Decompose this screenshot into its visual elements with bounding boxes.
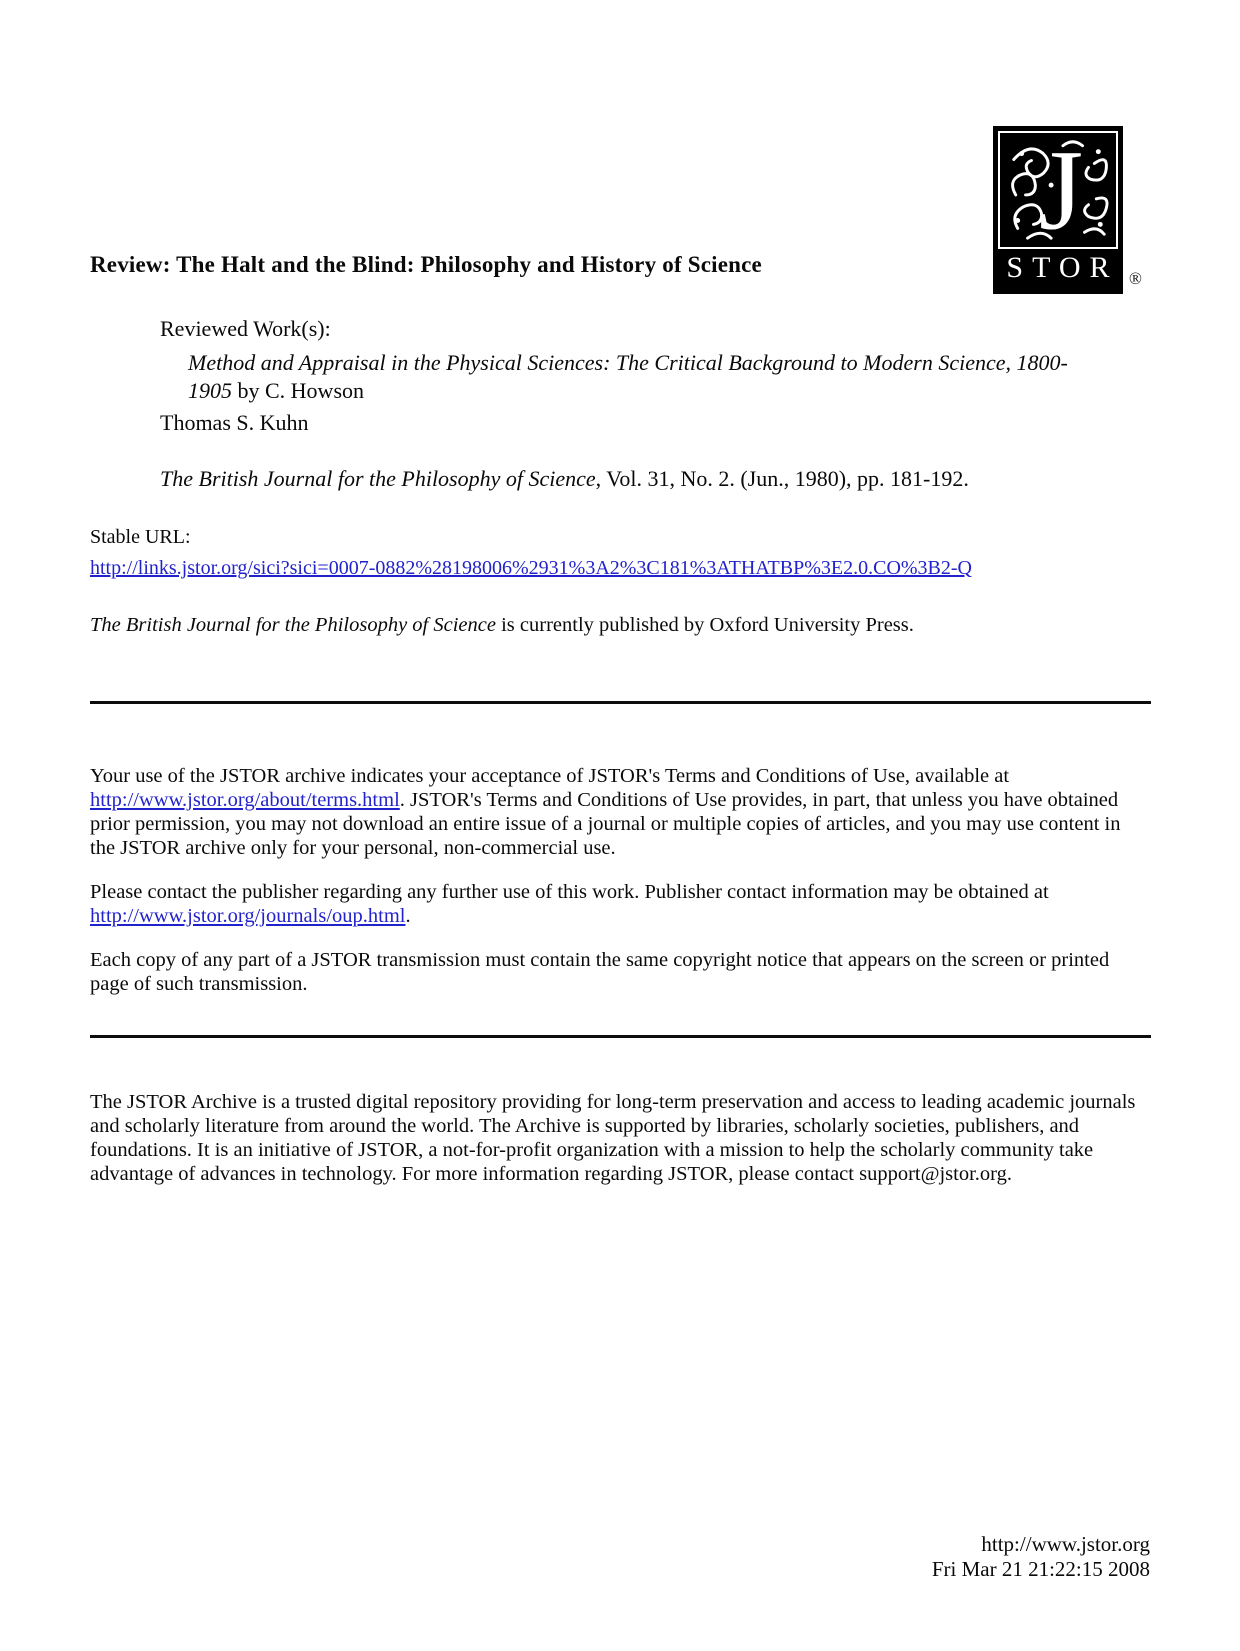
divider-rule-bottom: [90, 1035, 1151, 1038]
footer-timestamp: Fri Mar 21 21:22:15 2008: [931, 1557, 1150, 1581]
journal-name-italic: The British Journal for the Philosophy of Science: [160, 466, 596, 491]
reviewed-work-title-italic: Method and Appraisal in the Physical Sciences: The Critical Background to Modern Science, 1800-1905: [188, 350, 1068, 403]
logo-initial: J: [1038, 133, 1084, 247]
journal-citation-detail: , Vol. 31, No. 2. (Jun., 1980), pp. 181-192.: [595, 466, 969, 491]
publisher-contact-text-after-link: .: [405, 905, 411, 927]
terms-link[interactable]: http://www.jstor.org/about/terms.html: [90, 789, 400, 811]
journal-citation: [160, 466, 969, 492]
reviewed-works-label: Reviewed Work(s):: [160, 316, 331, 341]
stable-url-label: Stable URL:: [90, 526, 191, 548]
page-footer: [932, 1532, 1150, 1582]
registered-trademark-symbol: ®: [1129, 269, 1142, 288]
divider-rule-top: [90, 701, 1151, 704]
stable-url-link[interactable]: http://links.jstor.org/sici?sici=0007-0882%28198006%2931%3A2%3C181%3ATHATBP%3E2.0.CO%3B2-Q: [90, 557, 972, 579]
publisher-contact-text-before-link: Please contact the publisher regarding any further use of this work. Publisher contact information may be obtained at: [90, 881, 1049, 903]
terms-text-before-link: Your use of the JSTOR archive indicates your acceptance of JSTOR's Terms and Conditions of Use, available at: [90, 765, 1010, 787]
publisher-contact-paragraph: [90, 880, 1146, 928]
jstor-archive-description: The JSTOR Archive is a trusted digital repository providing for long-term preservation and access to leading academic journals and scholarly literature from around the world. The Archive is supported by libraries, scholarly societies, publishers, and foundations. It is an initiative of JSTOR, a not-for-profit organization with a mission to help the scholarly community take advantage of advances in technology. For more information regarding JSTOR, please contact support@jstor.org.: [90, 1091, 1136, 1185]
publisher-contact-link[interactable]: http://www.jstor.org/journals/oup.html: [90, 905, 406, 927]
publisher-statement-rest: is currently published by Oxford University Press.: [495, 614, 914, 636]
jstor-logo-wordmark: STOR: [1006, 251, 1119, 284]
reviewed-work-title: [188, 349, 1108, 405]
copyright-notice-paragraph: Each copy of any part of a JSTOR transmission must contain the same copyright notice that appears on the screen or printed page of such transmission.: [90, 949, 1110, 995]
terms-paragraph: [90, 764, 1146, 860]
article-title: Review: The Halt and the Blind: Philosophy and History of Science: [90, 252, 762, 277]
terms-text-after-link: . JSTOR's Terms and Conditions of Use provides, in part, that unless you have obtained prior permission, you may not download an entire issue of a journal or multiple copies of articles, and you may use content in the JSTOR archive only for your personal, non-commercial use.: [90, 789, 1121, 859]
jstor-logo: [993, 126, 1123, 294]
article-author: Thomas S. Kuhn: [160, 410, 309, 435]
publisher-statement: [90, 614, 914, 637]
reviewed-work-byline: by C. Howson: [232, 378, 365, 403]
jstor-logo-ornate-j-icon: [998, 131, 1118, 249]
footer-url: http://www.jstor.org: [981, 1532, 1150, 1556]
publisher-journal-name-italic: The British Journal for the Philosophy of Science: [90, 614, 496, 636]
